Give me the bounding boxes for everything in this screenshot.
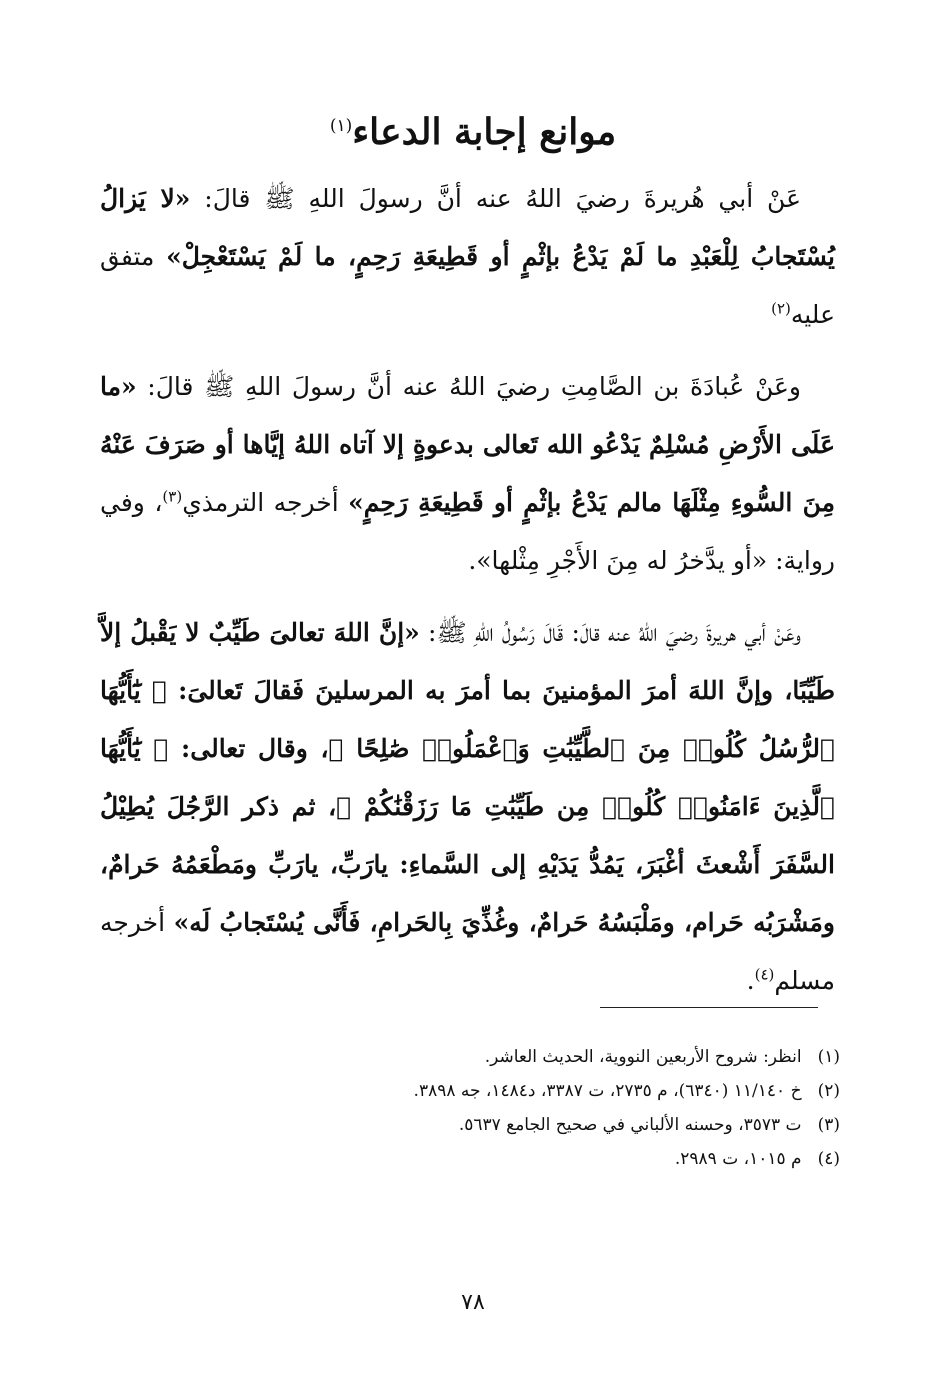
title-footnote-ref: (١) [329,116,353,137]
footnote-text: ت ٣٥٧٣، وحسنه الألباني في صحيح الجامع ٥٦٣٧. [458,1115,802,1135]
hadith-extra: . [746,966,755,995]
hadith-extra: ، وفي رواية: «أو يدَّخرُ له مِنَ الأَجْرِ مِثْلها». [100,488,835,575]
footnote-separator [600,1007,818,1008]
title-text: موانع إجابة الدعاء [352,111,617,154]
footnote-number: (٢) [817,1081,840,1101]
footnote-1 [150,1040,840,1074]
footnote-text: انظر: شروح الأربعين النووية، الحديث العاشر. [484,1047,802,1067]
hadith-attribution: أخرجه مسلم [100,908,835,995]
footnote-2 [150,1074,840,1108]
hadith-text: «إنَّ اللهَ تعالىَ طَيِّبٌ لا يَقْبلُ إلاَّ طَيِّبًا، وإنَّ اللهَ أمرَ المؤمنينَ بما أمرَ به المرسلينَ فَقالَ تَعالىَ: ﴿ يَٰٓأَيُّهَا ٱلرُّسُلُ كُلُوا۟ مِنَ ٱلطَّيِّبَٰتِ وَٱعْمَلُوا۟ صَٰلِحًا ﴾، وقال تعالى: ﴿ يَٰٓأَيُّهَا ٱلَّذِينَ ءَامَنُوا۟ كُلُوا۟ مِن طَيِّبَٰتِ مَا رَزَقْنَٰكُمْ ﴾، ثم ذكر الرَّجُلَ يُطِيْلُ السَّفَرَ أَشْعثَ أغْبَرَ، يَمُدُّ يَدَيْهِ إلى السَّماءِ: يارَبِّ، يارَبِّ ومَطْعَمُهُ حَرامٌ، ومَشْرَبُه حَرام، ومَلْبَسُهُ حَرامٌ، وغُذِّيَ بِالحَرامِ، فَأَنَّى يُسْتَجابُ لَه» [100,618,835,937]
hadith-intro: وعَنْ أبي هريرةَ رضيَ اللهُ عنه قالَ: قَالَ رَسُولُ اللهِ ﷺ: [419,618,801,647]
hadith-intro: وعَنْ عُبادَةَ بن الصَّامِتِ رضيَ اللهُ عنه أنَّ رسولَ اللهِ ﷺ قالَ: [136,372,801,401]
hadith-paragraph-2 [100,358,835,590]
footnote-text: م ١٠١٥، ت ٢٩٨٩. [674,1149,802,1169]
hadith-attribution: متفق عليه [100,242,835,329]
hadith-text: «ما عَلَى الأَرْضِ مُسْلِمٌ يَدْعُو الله تَعالى بدعوةٍ إلا آتاه اللهُ إيَّاها أو صَرَفَ عَنْهُ مِنَ السُّوءِ مِثْلَهَا مالم يَدْعُ بإثْمٍ أو قَطِيعَةِ رَحِمٍ» [100,372,835,517]
main-text [100,170,835,1024]
hadith-paragraph-1 [100,170,835,344]
footnote-number: (٣) [817,1115,840,1135]
hadith-attribution: أخرجه الترمذي [182,488,349,517]
footnote-ref: (٤) [754,965,775,984]
hadith-paragraph-3 [100,604,835,1010]
hadith-text: «لا يَزالُ يُسْتَجابُ لِلْعَبْدِ ما لَمْ يَدْعُ بإثْمٍ أو قَطِيعَةِ رَحِمٍ، ما لَمْ يَسْتَعْجِلْ» [100,184,835,271]
footnotes [150,1040,840,1176]
page-title [0,96,946,162]
page-number: ٧٨ [461,1290,485,1315]
footnote-ref: (٣) [162,487,183,506]
footnote-4 [150,1142,840,1176]
footnote-number: (١) [817,1047,840,1067]
hadith-intro: عَنْ أبي هُريرةَ رضيَ اللهُ عنه أنَّ رسولَ اللهِ ﷺ قالَ: [190,184,801,213]
footnote-3 [150,1108,840,1142]
footnote-text: خ ١١/١٤٠ (٦٣٤٠)، م ٢٧٣٥، ت ٣٣٨٧، د١٤٨٤، جه ٣٨٩٨. [413,1081,802,1101]
footnote-ref: (٢) [771,299,791,318]
footnote-number: (٤) [817,1149,840,1169]
